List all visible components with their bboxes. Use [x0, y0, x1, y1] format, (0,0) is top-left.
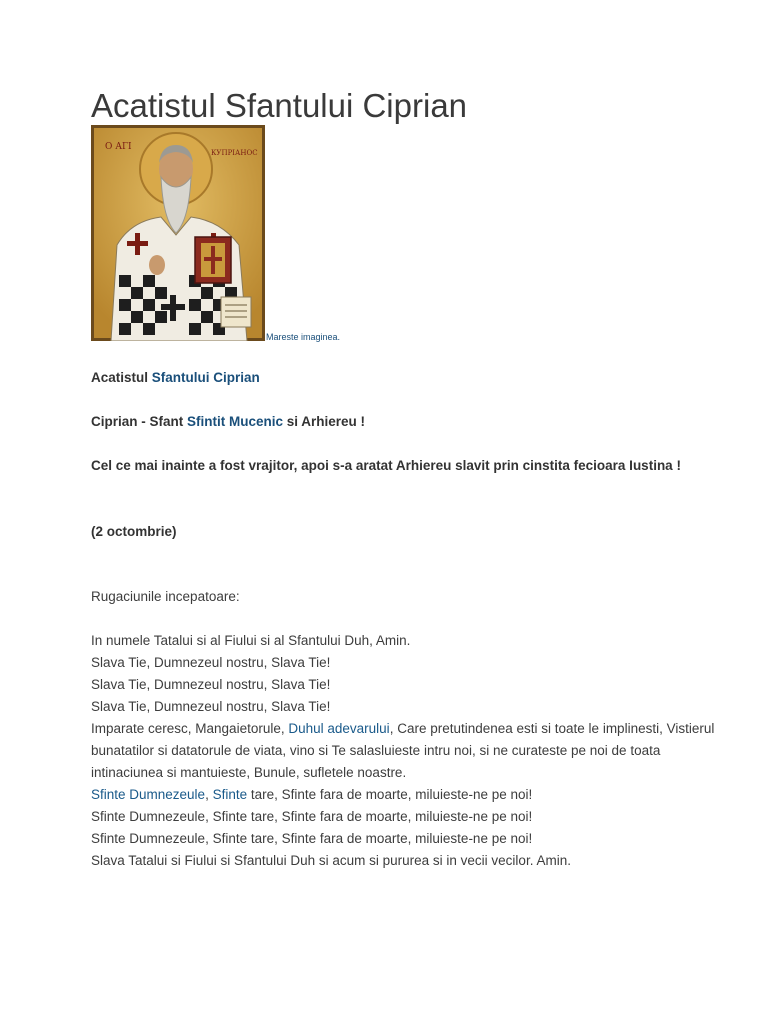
enlarge-image-link[interactable]: Mareste imaginea. — [266, 332, 341, 342]
duhul-adevarului-link[interactable]: Duhul adevarului — [288, 721, 390, 736]
prayers — [91, 630, 716, 872]
prayer-line: Slava Tie, Dumnezeul nostru, Slava Tie! — [91, 699, 331, 714]
prayer-line: In numele Tatalui si al Fiului si al Sfantului Duh, Amin. — [91, 633, 411, 648]
prayer-line — [91, 784, 716, 806]
subtitle-prefix: Ciprian - Sfant — [91, 414, 188, 429]
prayer-line: Sfinte Dumnezeule, Sfinte tare, Sfinte fara de moarte, miluieste-ne pe noi! — [91, 809, 533, 824]
icon-saint-cyprian[interactable] — [91, 125, 265, 341]
inscription-left: О АГІ — [105, 142, 132, 152]
prayer-line: Sfinte Dumnezeule, Sfinte tare, Sfinte fara de moarte, miluieste-ne pe noi! — [91, 831, 533, 846]
prayer-paragraph — [91, 718, 716, 784]
page-title: Acatistul Sfantului Ciprian — [91, 87, 468, 124]
heading — [91, 367, 721, 389]
prayer-line: Slava Tatalui si Fiului si Sfantului Duh si acum si pururea si in vecii vecilor. Amin. — [91, 853, 571, 868]
heading-link[interactable]: Sfantului Ciprian — [151, 370, 260, 385]
prayer-text: , Care pretutindenea esti si toate le implinesti, Vistierul bunatatilor si datatorule de viata, vino si Te salasluieste intru noi, si ne curateste pe noi de toata intinaciunea si mantuieste, Bunule, sufletele noastre. — [91, 721, 715, 780]
subtitle-link[interactable]: Sfintit Mucenic — [187, 414, 284, 429]
heading-prefix: Acatistul — [91, 370, 152, 385]
prayer-line: Slava Tie, Dumnezeul nostru, Slava Tie! — [91, 677, 331, 692]
section-label: Rugaciunile incepatoare: — [91, 589, 240, 604]
prayer-text: Imparate ceresc, Mangaietorule, — [91, 721, 289, 736]
prayer-text: , — [205, 787, 213, 802]
sfinte-dumnezeule-link[interactable]: Sfinte Dumnezeule — [91, 787, 206, 802]
subtitle — [91, 411, 721, 433]
inscription-right: КУПРІАНОС — [211, 149, 258, 157]
sfinte-link[interactable]: Sfinte — [212, 787, 248, 802]
date: (2 octombrie) — [91, 524, 177, 539]
prayer-line: Slava Tie, Dumnezeul nostru, Slava Tie! — [91, 655, 331, 670]
prayer-text: tare, Sfinte fara de moarte, miluieste-ne pe noi! — [247, 787, 533, 802]
saint-icon-image — [91, 125, 265, 341]
subtitle-suffix: si Arhiereu ! — [283, 414, 366, 429]
description: Cel ce mai inainte a fost vrajitor, apoi s-a aratat Arhiereu slavit prin cinstita fecioara Iustina ! — [91, 458, 681, 473]
